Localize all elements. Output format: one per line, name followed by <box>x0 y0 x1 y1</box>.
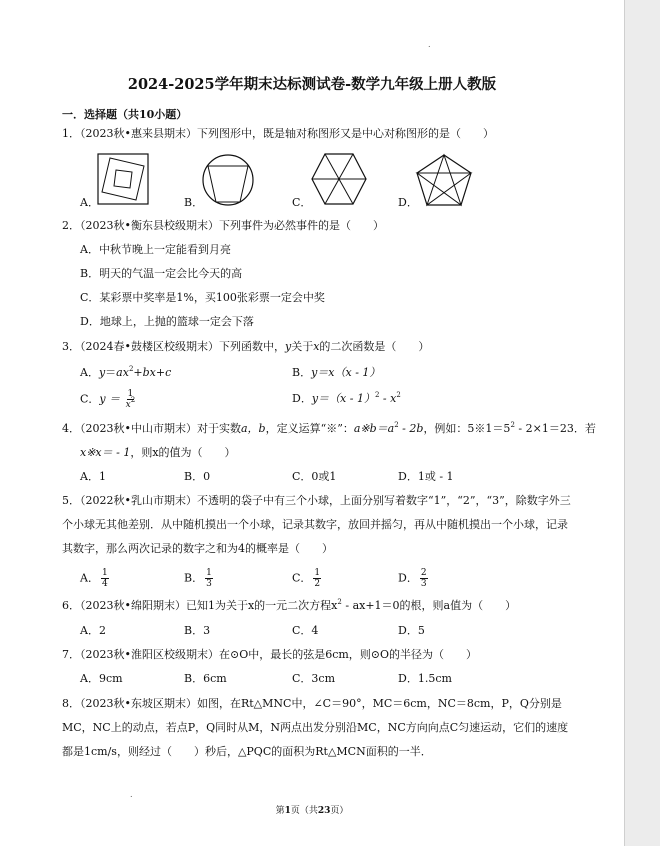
current-page-number: 1 <box>284 806 291 816</box>
question-4-line-2: x※x＝ - 1，则x的值为（ ） <box>80 446 236 459</box>
q3-option-a: A．$y=ax^2+bx+c$ <box>80 365 172 379</box>
q4-option-b: B．0 <box>184 470 211 483</box>
viewer-scrollbar[interactable] <box>624 0 660 846</box>
q6-option-b: B．3 <box>184 624 211 637</box>
q1-option-b-label: B． <box>184 196 204 209</box>
scan-dot: . <box>130 790 133 799</box>
q7-option-b: B．6cm <box>184 672 227 685</box>
question-3-stem: 3．（2024春•鼓楼区校级期末）下列函数中，y关于x的二次函数是（ ） <box>62 340 430 353</box>
q6-option-c: C．4 <box>292 624 319 637</box>
q2-option-b: B．明天的气温一定会比今天的高 <box>80 267 243 280</box>
q7-option-c: C．3cm <box>292 672 336 685</box>
q3-option-d: D．$y=(x - 1)^2 - x^2$ <box>292 391 401 405</box>
q7-option-d: D．1.5cm <box>398 672 452 685</box>
q1-option-c-label: C． <box>292 196 312 209</box>
total-page-count: 23 <box>317 806 331 816</box>
question-6-stem: 6．（2023秋•绵阳期末）已知1为关于x的一元二次方程$x^2 - ax+1=0$的根，则a值为（ ） <box>62 598 517 612</box>
section-heading: 一．选择题（共10小题） <box>62 108 188 121</box>
q1-figure-c-hexagon <box>310 152 368 206</box>
q6-option-d: D．5 <box>398 624 425 637</box>
q5-option-a: A． $\frac{1}{4}$ <box>80 568 108 589</box>
question-4-line-1: 4．（2023秋•中山市期末）对于实数a，b，定义运算“※”：$a※b=a^2 - 2b$，例如：$5※1=5^2 - 2\times 1=23$．若 <box>62 421 596 435</box>
q6-option-a: A．2 <box>80 624 106 637</box>
question-5-stem: 5．（2022秋•乳山市期末）不透明的袋子中有三个小球，上面分别写着数字“1”，“2”，“3”，除数字外三个小球无其他差别．从中随机摸出一个小球，记录其数字，放回并摇匀，再从中随机摸出一个小球，记录其数字，那么两次记录的数字之和为4的概率是（ ） <box>62 494 571 555</box>
scan-dot: . <box>428 40 431 49</box>
q1-figure-a-pinwheel-square <box>96 152 150 206</box>
question-7-stem: 7．（2023秋•淮阳区校级期末）在⊙O中，最长的弦是6cm，则⊙O的半径为（ ） <box>62 648 478 661</box>
q1-figure-b-circle-trapezoid <box>200 152 256 208</box>
q2-option-d: D．地球上，上抛的篮球一定会下落 <box>80 315 254 328</box>
page-title: 2024-2025学年期末达标测试卷-数学九年级上册人教版 <box>127 76 497 93</box>
q2-option-c: C．某彩票中奖率是1%，买100张彩票一定会中奖 <box>80 291 325 304</box>
q3-option-c-fraction: $\frac{1}{x^2}$ <box>125 389 136 410</box>
q5-option-b: B． $\frac{1}{3}$ <box>184 568 212 589</box>
question-1-stem: 1．（2023秋•惠来县期末）下列图形中，既是轴对称图形又是中心对称图形的是（ ） <box>62 127 494 140</box>
q5-option-d: D． $\frac{2}{3}$ <box>398 568 427 589</box>
q4-option-c: C．0或1 <box>292 470 337 483</box>
q5-option-c: C． $\frac{1}{2}$ <box>292 568 321 589</box>
q1-option-d-label: D． <box>398 196 418 209</box>
q7-option-a: A．9cm <box>80 672 123 685</box>
page-footer: 第1页（共23页） <box>275 806 349 816</box>
question-2-stem: 2．（2023秋•衡东县校级期末）下列事件为必然事件的是（ ） <box>62 219 384 232</box>
q1-option-a-label: A． <box>80 196 99 209</box>
q4-option-d: D．1或 - 1 <box>398 470 454 483</box>
q1-figure-d-pentagram-pentagon <box>414 152 474 208</box>
q3-option-b: B．y＝x（x - 1） <box>292 366 381 379</box>
q4-option-a: A．1 <box>80 470 106 483</box>
question-8-stem: 8．（2023秋•东坡区期末）如图，在Rt△MNC中，∠C＝90°，MC＝6cm，NC＝8cm，P，Q分别是MC，NC上的动点，若点P，Q同时从M，N两点出发分别沿MC，NC方向向点C匀速运动，它们的速度都是1cm/s，则经过（ ）秒后，△PQC的面积为Rt△MCN面积的一半． <box>62 697 569 758</box>
q2-option-a: A．中秋节晚上一定能看到月亮 <box>80 243 231 256</box>
q3-option-c: C．y ＝ $\frac{1}{x^2}$ <box>80 389 136 410</box>
